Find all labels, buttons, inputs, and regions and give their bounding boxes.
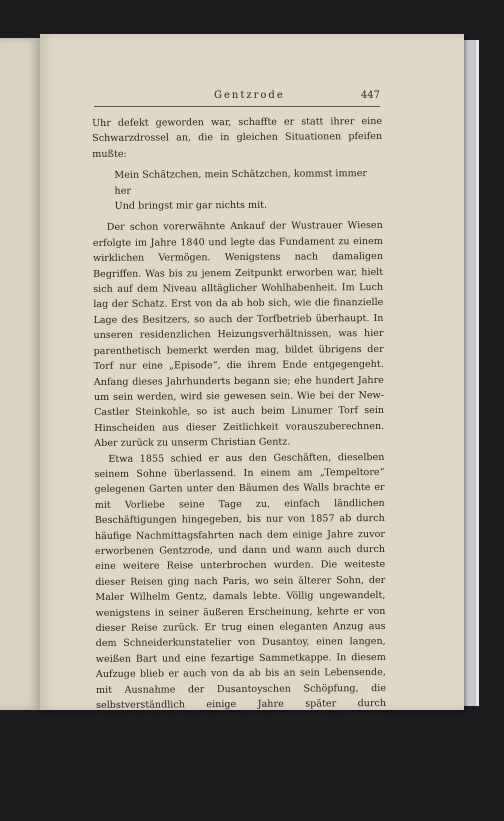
intro-paragraph: Uhr defekt geworden war, schaffte er statt ihrer eine Schwarzdrossel an, die in gleichen Situationen pfeifen mußte: — [92, 115, 383, 160]
page-number: 447 — [360, 90, 380, 101]
verse-quote — [114, 166, 382, 214]
running-head — [94, 88, 380, 104]
body-text — [92, 114, 387, 821]
verse-line: Mein Schätzchen, mein Schätzchen, kommst immer her — [114, 168, 367, 197]
paragraph: Etwa 1855 schied er aus den Geschäften, dieselben seinem Sohne überlassend. In einem am „Tempeltore“ gelegenen Garten unter den Bäumen des Walls brachte er mit Vorliebe seine Tage zu, einfach ländlichen Beschäftigungen hingegeben, bis nur von 1857 ab durch häufige Nachmittagsfahrten nach dem einige Jahre zuvor erworbenen Gentzrode, und dann und wann auch durch eine weitere Reise unterbrochen wurden. Die weiteste dieser Reisen ging nach Paris, wo sein älterer Sohn, der Maler Wilhelm Gentz, damals lebte. Völlig ungewandelt, wenigstens in seiner äußeren Erscheinung, kehrte er von dieser Reise zurück. Er trug einen eleganten Anzug aus dem Schneiderkunstatelier von Dusantoy, einen langen, weißen Bart und eine fezartige Sammetkappe. In diesem Aufzuge blieb er auch von da ab bis an sein Lebensende, mit Ausnahme der Dusantoyschen Schöpfung, die selbstverständlich einige Jahre später durch Hervorbringungen bescheidener heimischer „Ateliers“ ersetzt werden mußte. Des weißen Bartes freute er sich besonders und widerstand allen Aufforderungen ihn wieder abzulegen. „Lange genug, so pflegte er zu sagen, habe ich einem hochlöblichen Publikum gedient und einen Philisterbart getragen, nun will ich frei sein und einen Demokratenbart tragen.“ — [94, 451, 387, 819]
paragraph: Der schon vorerwähnte Ankauf der Wustrauer Wiesen erfolgte im Jahre 1840 und legte das Fundament zu einem wirklichen Vermögen. Wenigstens nach damaligen Begriffen. Was bis zu jenem Zeitpunkt erworben war, hielt sich auf dem Niveau alltäglicher Wohlhabenheit. Im Luch lag der Schatz. Erst von da ab hob sich, wie die finanzielle Lage des Besitzers, so auch der Torfbetrieb überhaupt. In unseren residenzlichen Heizungsverhältnissen, was hier parenthetisch bemerkt werden mag, bildet übrigens der Torf nur eine „Episode“, die ihrem Ende entgegengeht. Anfang dieses Jahrhunderts begann sie; ehe hundert Jahre um sein werden, wird sie gewesen sein. Wie bei der New-Castler Steinkohle, so ist auch beim Linumer Torf sein Hinscheiden aus dieser Zeitlichkeit vorauszuberechnen. Aber zurück zu unserm Christian Gentz. — [92, 220, 385, 450]
left-page-edge — [0, 38, 42, 710]
header-rule — [94, 106, 380, 107]
running-head-title: Gentzrode — [214, 90, 285, 101]
verse-line: Und bringst mir gar nichts mit. — [114, 199, 268, 212]
